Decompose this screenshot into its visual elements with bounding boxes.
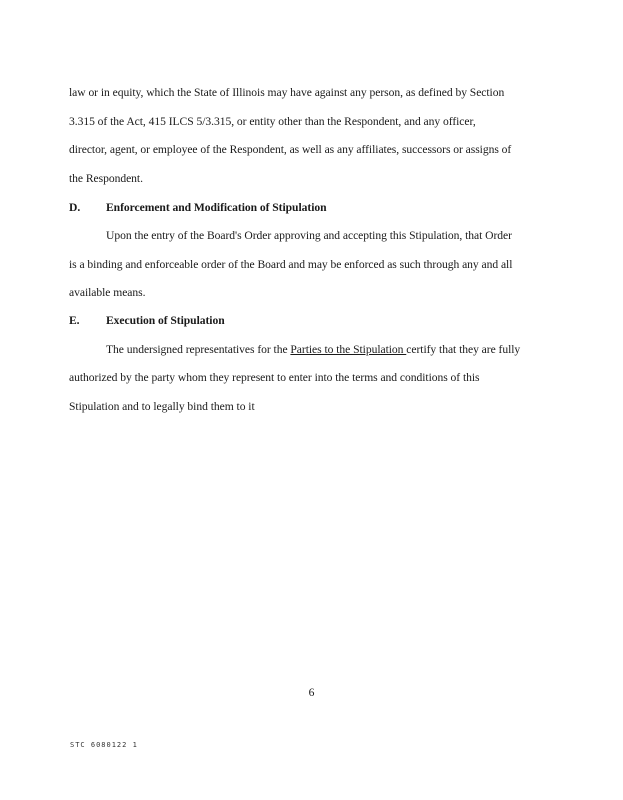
paragraph-line: 3.315 of the Act, 415 ILCS 5/3.315, or entity other than the Respondent, and any officer, [69, 115, 476, 128]
paragraph-line: law or in equity, which the State of Illinois may have against any person, as defined by Section [69, 86, 505, 99]
paragraph-line: authorized by the party whom they represent to enter into the terms and conditions of this [69, 371, 480, 384]
section-e-heading [69, 314, 225, 328]
section-e-letter: E. [69, 314, 80, 327]
parties-to-stipulation-underlined: Parties to the Stipulation [290, 343, 407, 356]
footer-document-id: STC 6080122 1 [70, 741, 138, 749]
text-run: certify that they are fully [406, 343, 521, 356]
paragraph-line: Stipulation and to legally bind them to it [69, 400, 255, 413]
section-d-title: Enforcement and Modification of Stipulation [106, 201, 327, 214]
paragraph-line [106, 343, 520, 357]
section-d-letter: D. [69, 201, 81, 214]
paragraph-line: director, agent, or employee of the Respondent, as well as any affiliates, successors or assigns of [69, 143, 512, 156]
paragraph-line: Upon the entry of the Board's Order approving and accepting this Stipulation, that Order [106, 229, 512, 242]
paragraph-line: is a binding and enforceable order of the Board and may be enforced as such through any and all [69, 258, 513, 271]
section-d-heading [69, 201, 327, 215]
section-e-title: Execution of Stipulation [106, 314, 225, 327]
page-number: 6 [308, 686, 315, 699]
paragraph-line: the Respondent. [69, 172, 143, 185]
text-run: The undersigned representatives for the [106, 343, 291, 356]
paragraph-line: available means. [69, 286, 146, 299]
